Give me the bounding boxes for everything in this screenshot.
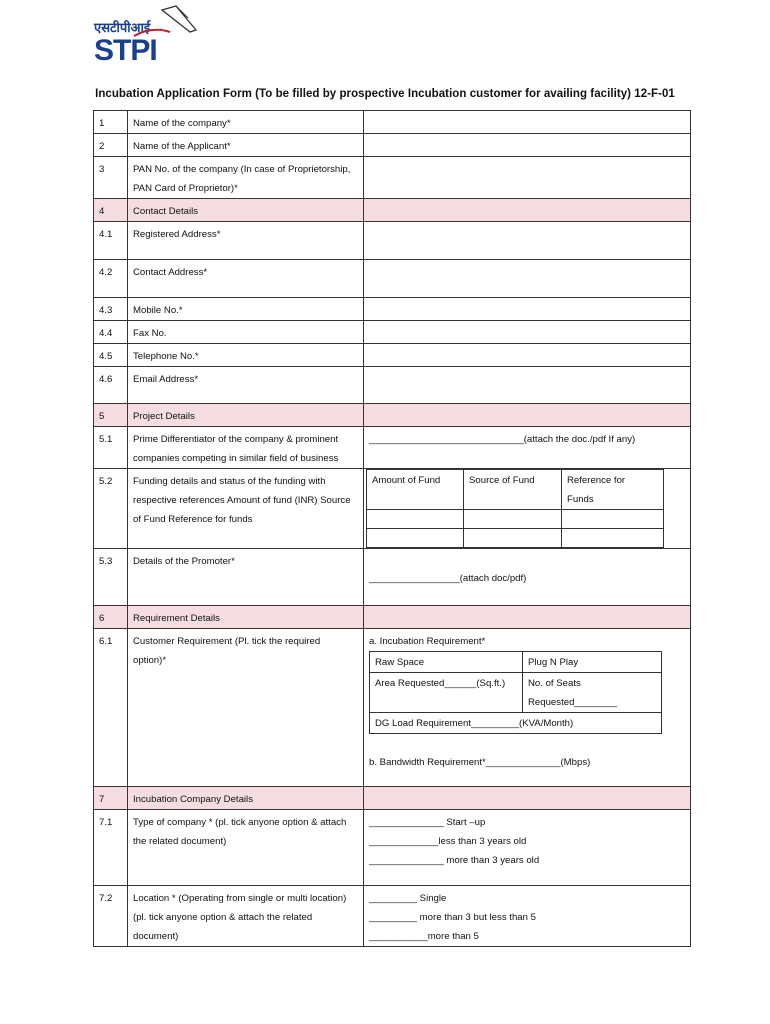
label-line: companies competing in similar field of business [133,453,339,464]
single-location-option[interactable]: _________ Single [369,893,447,904]
row-mobile [94,298,691,321]
raw-space-option[interactable]: Raw Space [370,652,523,673]
amount-cell[interactable] [367,529,464,548]
application-form-table [93,110,691,947]
label-line: option)* [133,655,167,666]
row-email [94,367,691,404]
plug-n-play-option[interactable]: Plug N Play [523,652,662,673]
section-contact-details [94,199,691,222]
logo-brand-text: STPI [94,34,157,66]
row-label: Fax No. [128,321,364,344]
mobile-field[interactable] [364,298,691,321]
incubation-requirement-label: a. Incubation Requirement* [369,636,486,647]
row-location [94,886,691,947]
row-prime-differentiator [94,427,691,469]
row-number: 4.3 [94,298,128,321]
label-line: Funding details and status of the funding with [133,476,326,487]
row-number: 4.5 [94,344,128,367]
row-number: 5 [94,404,128,427]
label-line: of Fund Reference for funds [133,514,253,525]
fax-field[interactable] [364,321,691,344]
row-label: Details of the Promoter* [128,549,364,606]
row-telephone [94,344,691,367]
row-label: Registered Address* [128,222,364,260]
row-label: Name of the Applicant* [128,134,364,157]
row-label [128,469,364,549]
row-label [128,157,364,199]
section-label: Project Details [128,404,364,427]
row-customer-requirement [94,629,691,787]
label-line: PAN Card of Proprietor)* [133,183,238,194]
promoter-details-field[interactable]: _________________(attach doc/pdf) [364,549,691,606]
row-registered-address [94,222,691,260]
row-number: 5.3 [94,549,128,606]
section-incubation-company-details [94,787,691,810]
label-line: Customer Requirement (Pl. tick the required [133,636,321,647]
row-number: 5.1 [94,427,128,469]
bandwidth-requirement-field[interactable]: b. Bandwidth Requirement*______________(Mbps) [369,757,591,768]
stpi-logo-graphic [92,2,212,66]
row-label [128,629,364,787]
row-number: 4.4 [94,321,128,344]
row-number: 7 [94,787,128,810]
applicant-name-field[interactable] [364,134,691,157]
row-number: 3 [94,157,128,199]
registered-address-field[interactable] [364,222,691,260]
logo-satellite-icon [162,6,196,32]
section-project-details [94,404,691,427]
label-line: respective references Amount of fund (INR) Source [133,495,351,506]
row-number: 6 [94,606,128,629]
seats-requested-field[interactable]: No. of Seats Requested________ [523,673,662,713]
row-label: Email Address* [128,367,364,404]
dg-load-field[interactable]: DG Load Requirement_________(KVA/Month) [370,713,662,734]
funding-table [366,469,664,548]
row-contact-address [94,260,691,298]
section-label: Contact Details [128,199,364,222]
row-label [128,810,364,886]
row-number: 4.6 [94,367,128,404]
row-number: 4.2 [94,260,128,298]
form-title: Incubation Application Form (To be filled by prospective Incubation customer for availing facility) 12-F-01 [95,88,675,100]
row-number: 7.1 [94,810,128,886]
section-label: Requirement Details [128,606,364,629]
row-company-type [94,810,691,886]
reference-cell[interactable] [562,510,664,529]
contact-address-field[interactable] [364,260,691,298]
row-number: 6.1 [94,629,128,787]
source-of-fund-header: Source of Fund [464,470,562,510]
row-number: 7.2 [94,886,128,947]
row-company-name [94,111,691,134]
reference-for-funds-header: Reference for Funds [562,470,664,510]
label-line: (pl. tick anyone option & attach the related [133,912,313,923]
row-number: 4 [94,199,128,222]
row-label: Mobile No.* [128,298,364,321]
email-field[interactable] [364,367,691,404]
label-line: Prime Differentiator of the company & prominent [133,434,339,445]
row-number: 1 [94,111,128,134]
label-line: document) [133,931,179,942]
row-label: Telephone No.* [128,344,364,367]
label-line: Location * (Operating from single or multi location) [133,893,347,904]
row-label: Name of the company* [128,111,364,134]
area-requested-field[interactable]: Area Requested______(Sq.ft.) [370,673,523,713]
row-applicant-name [94,134,691,157]
row-label [128,427,364,469]
incubation-requirement-table [369,651,662,734]
row-fax [94,321,691,344]
telephone-field[interactable] [364,344,691,367]
pan-field[interactable] [364,157,691,199]
source-cell[interactable] [464,529,562,548]
row-pan [94,157,691,199]
row-number: 4.1 [94,222,128,260]
label-line: Type of company * (pl. tick anyone option & attach [133,817,347,828]
reference-cell[interactable] [562,529,664,548]
logo-hindi-text: एसटीपीआई [94,21,151,36]
label-line: PAN No. of the company (In case of Proprietorship, [133,164,351,175]
amount-of-fund-header: Amount of Fund [367,470,464,510]
prime-differentiator-field[interactable]: _____________________________(attach the doc./pdf If any) [364,427,691,469]
row-label: Contact Address* [128,260,364,298]
label-line: the related document) [133,836,227,847]
more-than-3-years-option[interactable]: ______________ more than 3 years old [369,855,540,866]
more-than-five-locations-option[interactable]: ___________more than 5 [369,931,479,942]
section-requirement-details [94,606,691,629]
row-promoter-details [94,549,691,606]
company-name-field[interactable] [364,111,691,134]
section-label: Incubation Company Details [128,787,364,810]
row-number: 2 [94,134,128,157]
startup-option[interactable]: ______________ Start –up [369,817,486,828]
row-funding-details [94,469,691,549]
row-label [128,886,364,947]
amount-cell[interactable] [367,510,464,529]
stpi-logo [92,2,212,66]
less-than-3-years-option[interactable]: _____________less than 3 years old [369,836,527,847]
source-cell[interactable] [464,510,562,529]
row-number: 5.2 [94,469,128,549]
three-to-five-locations-option[interactable]: _________ more than 3 but less than 5 [369,912,536,923]
